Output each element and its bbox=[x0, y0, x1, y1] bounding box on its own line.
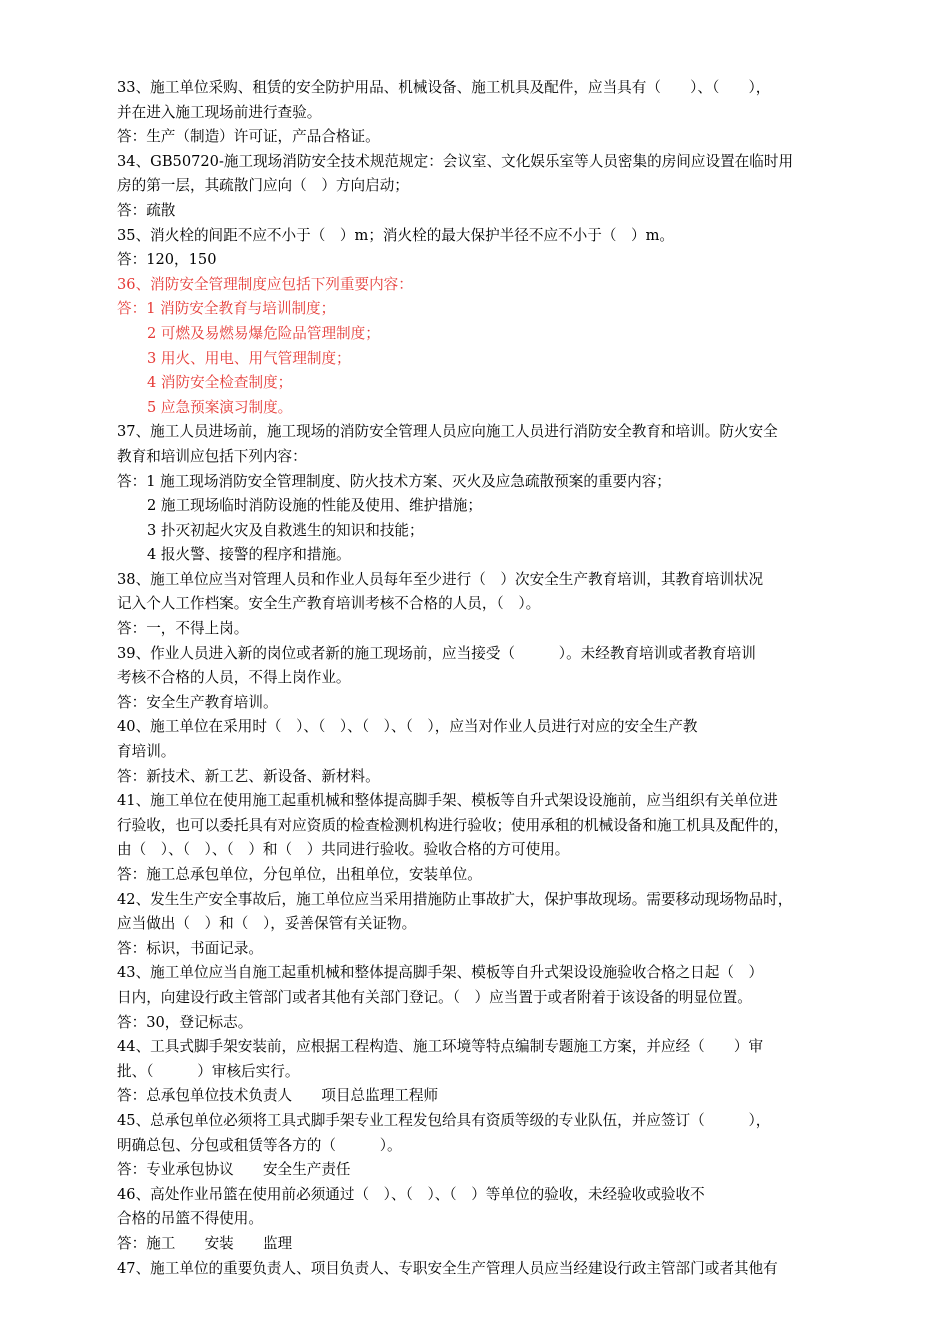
text-line: 47、施工单位的重要负责人、项目负责人、专职安全生产管理人员应当经建设行政主管部门或者其他有 bbox=[117, 1259, 778, 1277]
text-line: 37、施工人员进场前，施工现场的消防安全管理人员应向施工人员进行消防安全教育和培训。防火安全 bbox=[117, 423, 778, 441]
text-line: 应当做出（ ）和（ ），妥善保管有关证物。 bbox=[117, 915, 417, 933]
text-line: 2 施工现场临时消防设施的性能及使用、维护措施； bbox=[147, 497, 482, 515]
text-line: 答：新技术、新工艺、新设备、新材料。 bbox=[117, 767, 380, 785]
text-line: 答：120，150 bbox=[117, 251, 217, 269]
text-line: 明确总包、分包或租赁等各方的（ ）。 bbox=[117, 1136, 402, 1154]
text-line: 42、发生生产安全事故后，施工单位应当采用措施防止事故扩大，保护事故现场。需要移动现场物品时， bbox=[117, 890, 793, 908]
text-line: 并在进入施工现场前进行查验。 bbox=[117, 103, 322, 121]
text-line: 育培训。 bbox=[117, 743, 176, 761]
text-line: 答：标识，书面记录。 bbox=[117, 939, 263, 957]
text-line: 答：1 施工现场消防安全管理制度、防火技术方案、灭火及应急疏散预案的重要内容； bbox=[117, 472, 671, 490]
text-line: 46、高处作业吊篮在使用前必须通过（ ）、（ ）、（ ）等单位的验收，未经验收或验收不 bbox=[117, 1185, 705, 1203]
text-line: 44、工具式脚手架安装前，应根据工程构造、施工环境等特点编制专题施工方案，并应经（ ）审 bbox=[117, 1038, 764, 1056]
text-line: 38、施工单位应当对管理人员和作业人员每年至少进行（ ）次安全生产教育培训，其教育培训状况 bbox=[117, 570, 764, 588]
text-line: 2 可燃及易燃易爆危险品管理制度； bbox=[147, 324, 380, 342]
text-line: 答：专业承包协议 安全生产责任 bbox=[117, 1161, 351, 1179]
text-line: 考核不合格的人员，不得上岗作业。 bbox=[117, 669, 351, 687]
text-line: 3 用火、用电、用气管理制度； bbox=[147, 349, 351, 367]
text-line: 记入个人工作档案。安全生产教育培训考核不合格的人员，（ ）。 bbox=[117, 595, 541, 613]
text-line: 日内，向建设行政主管部门或者其他有关部门登记。（ ）应当置于或者附着于该设备的明显位置。 bbox=[117, 988, 752, 1006]
text-line: 43、施工单位应当自施工起重机械和整体提高脚手架、模板等自升式架设设施验收合格之日起（ ） bbox=[117, 964, 764, 982]
text-line: 批、（ ）审核后实行。 bbox=[117, 1062, 300, 1080]
text-line: 行验收，也可以委托具有对应资质的检查检测机构进行验收；使用承租的机械设备和施工机具及配件的， bbox=[117, 816, 789, 834]
text-line: 39、作业人员进入新的岗位或者新的施工现场前，应当接受（ ）。未经教育培训或者教育培训 bbox=[117, 644, 756, 662]
text-line: 答：一，不得上岗。 bbox=[117, 620, 249, 638]
text-line: 答：安全生产教育培训。 bbox=[117, 693, 278, 711]
text-line: 4 消防安全检查制度； bbox=[147, 374, 293, 392]
text-line: 答：30，登记标志。 bbox=[117, 1013, 253, 1031]
text-line: 教育和培训应包括下列内容： bbox=[117, 447, 307, 465]
text-line: 41、施工单位在使用施工起重机械和整体提高脚手架、模板等自升式架设设施前，应当组织有关单位进 bbox=[117, 792, 778, 810]
text-line: 34、GB50720-施工现场消防安全技术规范规定：会议室、文化娱乐室等人员密集的房间应设置在临时用 bbox=[117, 152, 794, 170]
text-line: 3 扑灭初起火灾及自救逃生的知识和技能； bbox=[147, 521, 424, 539]
text-line: 4 报火警、接警的程序和措施。 bbox=[147, 546, 351, 564]
text-line: 答：总承包单位技术负责人 项目总监理工程师 bbox=[117, 1087, 439, 1105]
text-line: 答：生产（制造）许可证，产品合格证。 bbox=[117, 128, 380, 146]
text-line: 由（ ）、（ ）、（ ）和（ ）共同进行验收。验收合格的方可使用。 bbox=[117, 841, 570, 859]
text-line: 45、总承包单位必须将工具式脚手架专业工程发包给具有资质等级的专业队伍，并应签订（ ）， bbox=[117, 1111, 771, 1129]
text-line: 合格的吊篮不得使用。 bbox=[117, 1210, 263, 1228]
text-line: 40、施工单位在采用时（ ）、（ ）、（ ）、（ ），应当对作业人员进行对应的安全生产教 bbox=[117, 718, 698, 736]
text-line: 答：施工 安装 监理 bbox=[117, 1234, 293, 1252]
text-line: 答：1 消防安全教育与培训制度； bbox=[117, 300, 336, 318]
text-line: 房的第一层，其疏散门应向（ ）方向启动； bbox=[117, 177, 409, 195]
text-line: 答：疏散 bbox=[117, 201, 176, 219]
text-line: 36、消防安全管理制度应包括下列重要内容： bbox=[117, 275, 413, 293]
text-line: 答：施工总承包单位，分包单位，出租单位，安装单位。 bbox=[117, 866, 482, 883]
text-line: 5 应急预案演习制度。 bbox=[147, 398, 293, 416]
text-line: 35、消火栓的间距不应不小于（ ）m；消火栓的最大保护半径不应不小于（ ）m。 bbox=[117, 226, 675, 244]
text-line: 33、施工单位采购、租赁的安全防护用品、机械设备、施工机具及配件，应当具有（ ）、（ ）， bbox=[117, 79, 771, 96]
